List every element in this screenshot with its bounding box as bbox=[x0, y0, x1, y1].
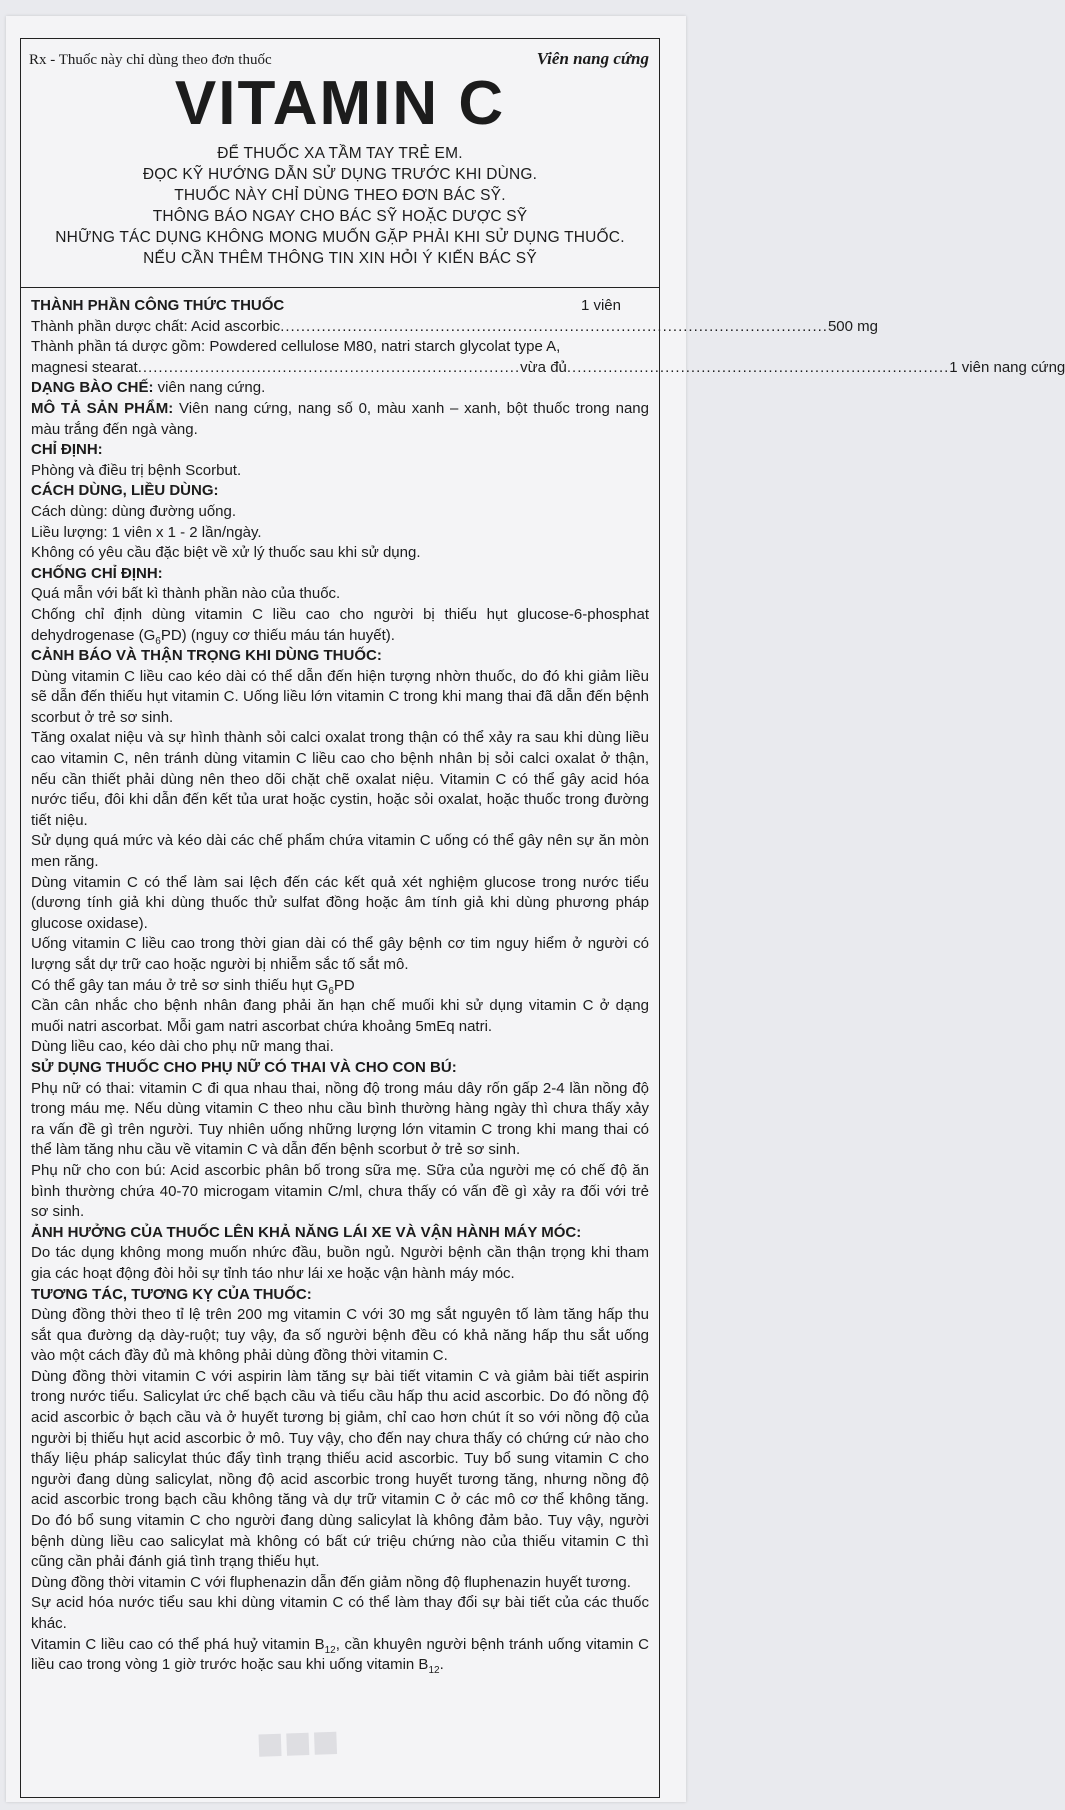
contraindication-heading: CHỐNG CHỈ ĐỊNH: bbox=[31, 564, 163, 582]
warning-block bbox=[21, 143, 659, 269]
contraindication-g6pd bbox=[31, 605, 649, 646]
active-ingredient-amount: 500 mg bbox=[827, 317, 878, 335]
dot-leader: .......................................................................................................... bbox=[280, 317, 828, 335]
warning-line: THÔNG BÁO NGAY CHO BÁC SỸ HOẶC DƯỢC SỸ bbox=[152, 208, 528, 225]
description-section bbox=[31, 399, 649, 440]
dosage-heading: CÁCH DÙNG, LIỀU DÙNG: bbox=[31, 482, 219, 500]
contraindication-line: Quá mẫn với bất kì thành phần nào của thuốc. bbox=[31, 585, 341, 603]
dot-leader: .......................................................................... bbox=[566, 358, 950, 376]
warning-paragraph: Dùng liều cao, kéo dài cho phụ nữ mang thai. bbox=[31, 1038, 334, 1056]
bleed-through-shadow: ■■■ bbox=[255, 1715, 341, 1770]
contraindication-text: Chống chỉ định dùng vitamin C liều cao cho người bị thiếu hụt glucose-6-phosphat dehydrogenase (G bbox=[31, 605, 649, 644]
warning-paragraph: Uống vitamin C liều cao trong thời gian dài có thể gây bệnh cơ tim nguy hiểm ở người có lượng sắt dự trữ cao hoặc người bị nhiễm sắc tố sắt mô. bbox=[31, 935, 649, 973]
composition-heading: THÀNH PHẦN CÔNG THỨC THUỐC bbox=[31, 297, 285, 314]
interactions-paragraph: Dùng đồng thời vitamin C với aspirin làm tăng sự bài tiết vitamin C và giảm bài tiết aspirin trong nước tiểu. Salicylat ức chế bạch cầu và tiểu cầu hấp thu acid ascorbic. Do đó nồng độ acid ascorbic ở bạch cầu và ở huyết tương bị giảm, chỉ cao hơn chút ít so với nồng độ của người bị thiếu hụt acid ascorbic ở mô. Tuy vậy, cho đến nay chưa thấy có chứng cứ nào cho thấy liệu pháp salicylat thúc đẩy tình trạng thiếu acid ascorbic. Tuy bổ sung vitamin C cho người đang dùng salicylat, nồng độ acid ascorbic trong huyết tương tăng, nhưng nồng độ acid ascorbic trong bạch cầu không tăng và dự trữ vitamin C ở các mô cơ thể không tăng. Do đó bổ sung vitamin C cho người đang dùng salicylat là không đảm bảo. Tuy vậy, người bệnh dùng liều cao salicylat mà không có bất cứ triệu chứng nào của thiếu vitamin C thì cũng cần phải đánh giá tình trạng thiếu hụt. bbox=[31, 1367, 649, 1571]
description-heading: MÔ TẢ SẢN PHẨM: bbox=[31, 399, 174, 417]
dosage-line: Không có yêu cầu đặc biệt về xử lý thuốc sau khi sử dụng. bbox=[31, 544, 421, 562]
interactions-paragraph-b12 bbox=[31, 1635, 649, 1676]
interactions-text: Vitamin C liều cao có thể phá huỷ vitamin B bbox=[31, 1635, 325, 1653]
contraindication-text: PD) (nguy cơ thiếu máu tán huyết). bbox=[160, 626, 395, 644]
warning-paragraph: Dùng vitamin C có thể làm sai lệch đến các kết quả xét nghiệm glucose trong nước tiểu (dương tính giả khi dùng thuốc thử sulfat đồng hoặc âm tính giả khi dùng phương pháp glucose oxidase). bbox=[31, 873, 649, 932]
pregnancy-paragraph: Phụ nữ cho con bú: Acid ascorbic phân bố trong sữa mẹ. Sữa của người mẹ có chế độ ăn bình thường chứa 40-70 microgam vitamin C/ml, chưa thấy có vấn đề gì xảy ra đối với trẻ sơ sinh. bbox=[31, 1161, 649, 1221]
rx-label: Rx - Thuốc này chỉ dùng theo đơn thuốc bbox=[29, 52, 272, 68]
active-ingredient-row bbox=[31, 317, 878, 338]
warning-heading: CẢNH BÁO VÀ THẬN TRỌNG KHI DÙNG THUỐC: bbox=[31, 647, 382, 665]
interactions-heading: TƯƠNG TÁC, TƯƠNG KỴ CỦA THUỐC: bbox=[31, 1285, 312, 1303]
leaflet-body bbox=[21, 288, 1065, 1677]
leaflet-frame bbox=[20, 38, 1065, 1798]
description-text: Viên nang cứng, nang số 0, màu xanh – xanh, bột thuốc trong nang màu trắng đến ngà vàng. bbox=[31, 399, 649, 438]
interactions-text: , cần khuyên người bệnh tránh uống vitamin C liều cao trong vòng 1 giờ trước hoặc sau khi uống vitamin B bbox=[31, 1635, 649, 1674]
warning-line: THUỐC NÀY CHỈ DÙNG THEO ĐƠN BÁC SỸ. bbox=[174, 187, 506, 204]
per-unit-label: 1 viên bbox=[580, 297, 621, 314]
subscript: 6 bbox=[328, 985, 334, 997]
dosage-form-section bbox=[31, 378, 649, 399]
warning-line: ĐỌC KỸ HƯỚNG DẪN SỬ DỤNG TRƯỚC KHI DÙNG. bbox=[142, 166, 538, 183]
excipient-total: 1 viên nang cứng bbox=[949, 358, 1065, 376]
dosage-form-label: Viên nang cứng bbox=[536, 49, 649, 68]
excipient-total-row bbox=[31, 358, 1065, 379]
leaflet-sheet bbox=[6, 16, 1065, 1802]
driving-paragraph: Do tác dụng không mong muốn nhức đầu, buồn ngủ. Người bệnh cần thận trọng khi tham gia các hoạt động đòi hỏi sự tỉnh táo như lái xe hoặc vận hành máy móc. bbox=[31, 1244, 649, 1282]
pregnancy-paragraph: Phụ nữ có thai: vitamin C đi qua nhau thai, nồng độ trong máu dây rốn gấp 2-4 lần nồng độ trong máu mẹ. Nếu dùng vitamin C theo nhu cầu bình thường hàng ngày thì chưa thấy xảy ra vấn đề gì trên người. Tuy nhiên uống những lượng lớn vitamin C trong khi mang thai có thể làm tăng nhu cầu về vitamin C và dẫn đến bệnh scorbut ở trẻ sơ sinh. bbox=[31, 1079, 649, 1159]
dot-leader: .......................................................................... bbox=[137, 358, 521, 376]
dosage-form-heading: DẠNG BÀO CHẾ: bbox=[31, 379, 154, 397]
interactions-text: . bbox=[439, 1656, 444, 1674]
dosage-form-text: viên nang cứng. bbox=[153, 379, 266, 397]
composition-heading-row bbox=[31, 296, 649, 317]
warning-paragraph: Tăng oxalat niệu và sự hình thành sỏi calci oxalat trong thận có thể xảy ra sau khi dùng liều cao vitamin C, nên tránh dùng vitamin C liều cao cho bệnh nhân bị sỏi calci oxalat ở thận, nếu cần thiết phải dùng nên theo dõi chặt chẽ oxalat niệu. Vitamin C có thể gây acid hóa nước tiểu, đôi khi dẫn đến kết tủa urat hoặc cystin, hoặc sỏi oxalat, hoặc thuốc trong đường tiết niệu. bbox=[31, 729, 649, 829]
product-title: VITAMIN C bbox=[174, 69, 506, 138]
warning-paragraph: Cần cân nhắc cho bệnh nhân đang phải ăn hạn chế muối khi sử dụng vitamin C ở dạng muối natri ascorbat. Mỗi gam natri ascorbat chứa khoảng 5mEq natri. bbox=[31, 997, 649, 1035]
warning-paragraph bbox=[31, 976, 649, 997]
driving-heading: ẢNH HƯỞNG CỦA THUỐC LÊN KHẢ NĂNG LÁI XE VÀ VẬN HÀNH MÁY MÓC: bbox=[31, 1223, 582, 1241]
dosage-line: Liều lượng: 1 viên x 1 - 2 lần/ngày. bbox=[31, 523, 262, 541]
warning-line: NHỮNG TÁC DỤNG KHÔNG MONG MUỐN GẶP PHẢI KHI SỬ DỤNG THUỐC. bbox=[55, 229, 625, 246]
interactions-paragraph: Dùng đồng thời vitamin C với fluphenazin dẫn đến giảm nồng độ fluphenazin huyết tương. bbox=[31, 1573, 631, 1591]
warning-text: PD bbox=[333, 976, 355, 994]
active-ingredient-label: Thành phần dược chất: Acid ascorbic bbox=[31, 317, 281, 335]
leaflet-header bbox=[21, 39, 659, 288]
interactions-paragraph: Sự acid hóa nước tiểu sau khi dùng vitamin C có thể làm thay đổi sự bài tiết của các thuốc khác. bbox=[31, 1594, 649, 1632]
pregnancy-heading: SỬ DỤNG THUỐC CHO PHỤ NỮ CÓ THAI VÀ CHO CON BÚ: bbox=[31, 1058, 457, 1076]
interactions-paragraph: Dùng đồng thời theo tỉ lệ trên 200 mg vitamin C với 30 mg sắt nguyên tố làm tăng hấp thu sắt qua đường dạ dày-ruột; tuy vậy, đa số người bệnh đều có khả năng hấp thu sắt uống vào một cách đầy đủ mà không phải dùng đồng thời vitamin C. bbox=[31, 1306, 649, 1365]
indication-heading: CHỈ ĐỊNH: bbox=[31, 441, 103, 459]
warning-line: ĐỂ THUỐC XA TẦM TAY TRẺ EM. bbox=[217, 145, 463, 162]
indication-text: Phòng và điều trị bệnh Scorbut. bbox=[31, 461, 242, 479]
excipient-qs: vừa đủ bbox=[520, 358, 567, 376]
excipient-line: Thành phần tá dược gồm: Powdered cellulose M80, natri starch glycolat type A, bbox=[31, 338, 561, 356]
excipient-name: magnesi stearat bbox=[31, 358, 138, 376]
warning-text: Có thể gây tan máu ở trẻ sơ sinh thiếu hụt G bbox=[31, 976, 329, 994]
warning-line: NẾU CẦN THÊM THÔNG TIN XIN HỎI Ý KIẾN BÁC SỸ bbox=[143, 250, 537, 267]
subscript: 6 bbox=[155, 635, 161, 647]
warning-paragraph: Dùng vitamin C liều cao kéo dài có thể dẫn đến hiện tượng nhờn thuốc, do đó khi giảm liều sẽ dẫn đến thiếu hụt vitamin C. Uống liều lớn vitamin C trong khi mang thai đã dẫn đến bệnh scorbut ở trẻ sơ sinh. bbox=[31, 667, 649, 726]
subscript: 12 bbox=[324, 1644, 336, 1656]
warning-paragraph: Sử dụng quá mức và kéo dài các chế phẩm chứa vitamin C uống có thể gây nên sự ăn mòn men răng. bbox=[31, 832, 649, 871]
subscript: 12 bbox=[428, 1665, 440, 1677]
dosage-line: Cách dùng: dùng đường uống. bbox=[31, 502, 237, 520]
